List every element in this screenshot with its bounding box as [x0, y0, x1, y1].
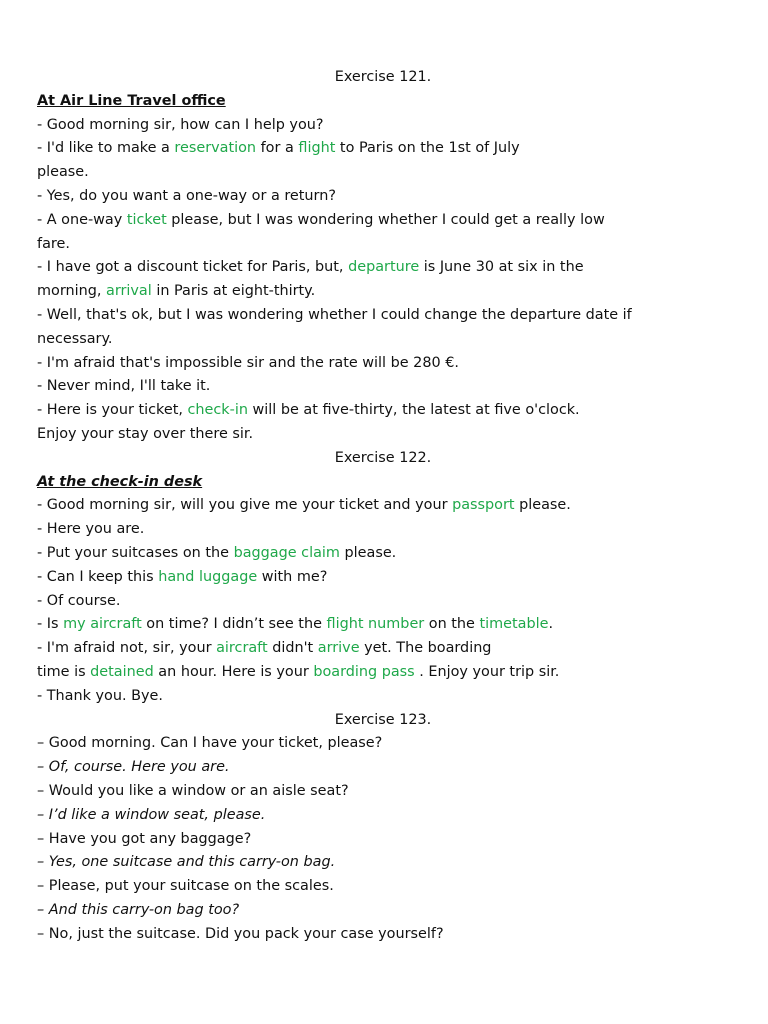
dialogue-line — [37, 375, 737, 399]
vocabulary-term: arrive — [317, 640, 360, 657]
line-text: on the — [424, 616, 480, 633]
exercise-123-title: Exercise 123. — [334, 711, 432, 728]
vocabulary-term: passport — [452, 497, 515, 514]
line-text: in Paris at eight-thirty. — [151, 283, 316, 300]
line-text: Enjoy your stay over there sir. — [37, 425, 254, 442]
line-text: - I have got a discount ticket for Paris, but, — [37, 259, 349, 276]
vocabulary-term: check-in — [187, 402, 248, 419]
line-text: - Can I keep this — [37, 568, 159, 585]
dialogue-line — [37, 566, 737, 590]
exercise-122-title: Exercise 122. — [334, 449, 432, 466]
line-text: - Of course. — [37, 592, 121, 609]
line-text: necessary. — [37, 330, 113, 347]
vocabulary-term: aircraft — [216, 640, 268, 657]
line-text: - Never mind, I'll take it. — [37, 378, 211, 395]
line-text: didn't — [267, 640, 318, 657]
vocabulary-term: ticket — [126, 211, 167, 228]
dialogue-line: – Good morning. Can I have your ticket, please? — [37, 735, 383, 752]
vocabulary-term: departure — [348, 259, 420, 276]
vocabulary-term: timetable — [479, 616, 549, 633]
line-text: fare. — [37, 235, 70, 252]
dialogue-line — [37, 185, 737, 209]
line-text: - Well, that's ok, but I was wondering whether I could change the departure date if — [37, 306, 632, 323]
dialogue-line — [37, 661, 737, 685]
dialogue-line — [37, 399, 737, 423]
line-text: - I'm afraid that's impossible sir and the rate will be 280 €. — [37, 354, 459, 371]
vocabulary-term: reservation — [174, 140, 257, 157]
dialogue-line — [37, 494, 737, 518]
vocabulary-term: my aircraft — [63, 616, 142, 633]
vocabulary-term: flight number — [326, 616, 425, 633]
dialogue-line — [37, 137, 737, 161]
line-text: is June 30 at six in the — [419, 259, 584, 276]
line-text: - Is — [37, 616, 64, 633]
line-text: will be at five-thirty, the latest at five o'clock. — [247, 402, 580, 419]
line-text: - Put your suitcases on the — [37, 544, 234, 561]
dialogue-line — [37, 114, 737, 138]
dialogue-line — [37, 161, 737, 185]
line-text: - A one-way — [37, 211, 127, 228]
dialogue-line — [37, 542, 737, 566]
dialogue-line — [37, 209, 737, 233]
dialogue-line — [37, 256, 737, 280]
vocabulary-term: flight — [298, 140, 336, 157]
dialogue-line — [37, 685, 737, 709]
line-text: - Yes, do you want a one-way or a return? — [37, 187, 336, 204]
line-text: - Thank you. Bye. — [37, 687, 163, 704]
line-text: morning, — [37, 283, 107, 300]
vocabulary-term: detained — [90, 663, 154, 680]
vocabulary-term: arrival — [106, 283, 152, 300]
line-text: please. — [339, 544, 397, 561]
dialogue-line — [37, 304, 737, 328]
line-text: time is — [37, 663, 91, 680]
dialogue-line: – Yes, one suitcase and this carry-on bag. — [37, 854, 336, 871]
line-text: please. — [514, 497, 571, 514]
dialogue-line: – And this carry-on bag too? — [37, 901, 240, 918]
dialogue-line — [37, 352, 737, 376]
line-text: yet. The boarding — [359, 640, 492, 657]
dialogue-line: – Would you like a window or an aisle seat? — [37, 782, 349, 799]
dialogue-line — [37, 423, 737, 447]
vocabulary-term: boarding pass — [313, 663, 415, 680]
dialogue-line — [37, 233, 737, 257]
exercise-121-title: Exercise 121. — [334, 69, 432, 85]
line-text: - Here is your ticket, — [37, 402, 188, 419]
exercise-121-heading: At Air Line Travel office — [37, 92, 226, 109]
document-page — [37, 66, 737, 946]
line-text: please. — [37, 164, 89, 181]
dialogue-line — [37, 280, 737, 304]
dialogue-line — [37, 590, 737, 614]
dialogue-line: – No, just the suitcase. Did you pack your case yourself? — [37, 925, 444, 942]
vocabulary-term: baggage claim — [233, 544, 340, 561]
exercise-122-dialogue — [37, 494, 737, 708]
dialogue-line — [37, 518, 737, 542]
line-text: - I'm afraid not, sir, your — [37, 640, 217, 657]
dialogue-line: – Have you got any baggage? — [37, 830, 252, 847]
line-text: an hour. Here is your — [153, 663, 314, 680]
dialogue-line: – I’d like a window seat, please. — [37, 806, 266, 823]
line-text: . — [548, 616, 554, 633]
line-text: for a — [256, 140, 299, 157]
line-text: . Enjoy your trip sir. — [414, 663, 560, 680]
line-text: - Here you are. — [37, 521, 145, 538]
line-text: with me? — [257, 568, 328, 585]
line-text: - Good morning sir, how can I help you? — [37, 116, 324, 133]
dialogue-line: – Of, course. Here you are. — [37, 759, 230, 776]
dialogue-line — [37, 613, 737, 637]
dialogue-line: – Please, put your suitcase on the scales. — [37, 878, 334, 895]
exercise-122-heading: At the check-in desk — [37, 473, 203, 490]
line-text: to Paris on the 1st of July — [335, 140, 520, 157]
exercise-123-dialogue — [37, 732, 737, 946]
exercise-121-dialogue — [37, 114, 737, 447]
dialogue-line — [37, 637, 737, 661]
vocabulary-term: hand luggage — [158, 568, 258, 585]
dialogue-line — [37, 328, 737, 352]
line-text: please, but I was wondering whether I could get a really low — [166, 211, 605, 228]
line-text: - Good morning sir, will you give me your ticket and your — [37, 497, 453, 514]
line-text: - I'd like to make a — [37, 140, 175, 157]
line-text: on time? I didn’t see the — [141, 616, 327, 633]
